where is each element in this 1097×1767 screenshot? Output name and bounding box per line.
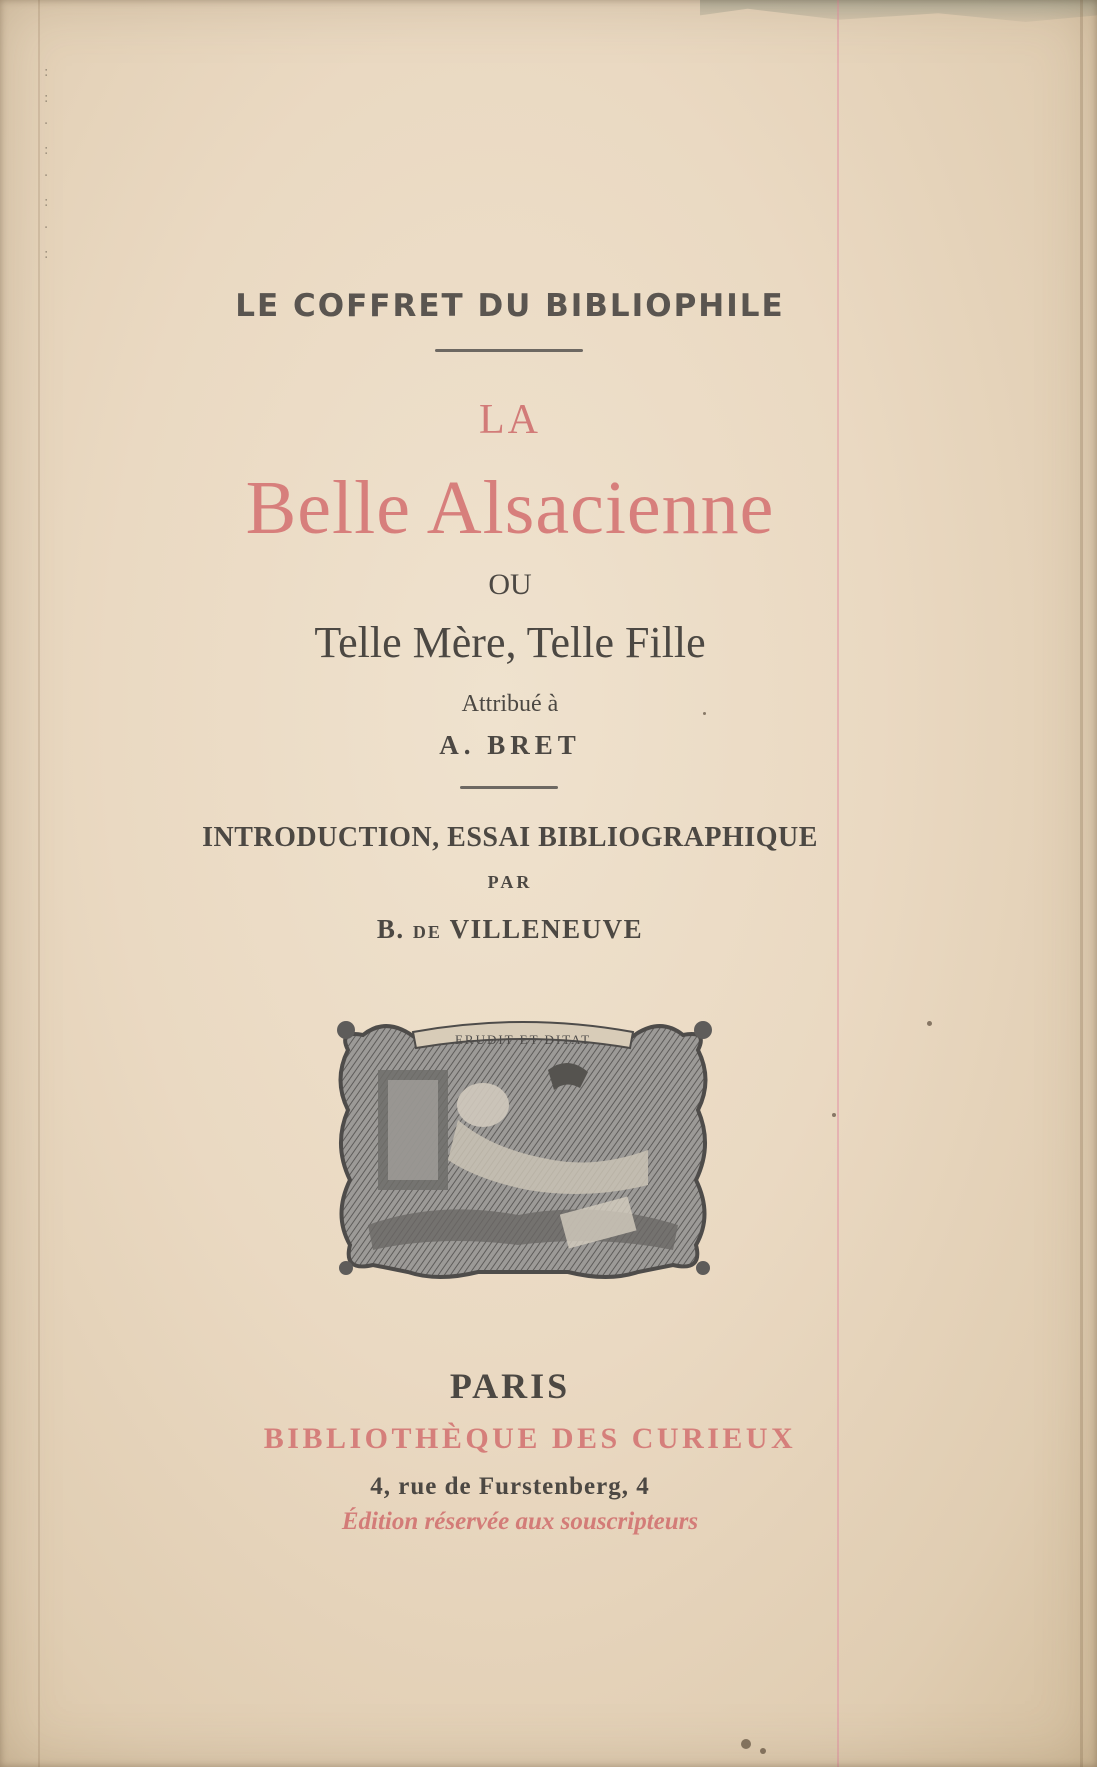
right-edge-fold — [1080, 0, 1083, 1767]
paper-fleck — [927, 1021, 932, 1026]
paper-fleck — [760, 1748, 766, 1754]
vignette-motto: ERUDIT ET DITAT — [454, 1032, 592, 1047]
book-title: Belle Alsacienne — [245, 466, 775, 550]
paper-fleck — [741, 1739, 751, 1749]
par-label: PAR — [487, 872, 533, 892]
publication-city: PARIS — [449, 1366, 571, 1406]
printer-device-icon — [318, 1010, 728, 1285]
paper-fleck — [703, 712, 706, 715]
publisher-address: 4, rue de Furstenberg, 4 — [370, 1473, 650, 1500]
editor-name — [0, 914, 1020, 945]
paper-fleck — [832, 1113, 836, 1117]
faint-marks: : : · : · : · : — [44, 65, 49, 262]
editor-surname: VILLENEUVE — [449, 914, 644, 944]
series-title: LE COFFRET DU BIBLIOPHILE — [235, 288, 785, 324]
introduction-line: INTRODUCTION, ESSAI BIBLIOGRAPHIQUE — [202, 822, 818, 853]
editor-initial: B. — [376, 914, 405, 944]
book-subtitle: Telle Mère, Telle Fille — [314, 618, 706, 667]
edition-note: Édition réservée aux souscripteurs — [341, 1508, 699, 1535]
torn-top-edge — [700, 0, 1097, 22]
title-conjunction: OU — [488, 568, 532, 601]
title-article: LA — [479, 397, 541, 443]
author-name: A. BRET — [439, 730, 581, 760]
editor-particle: DE — [412, 922, 442, 942]
publisher-name: BIBLIOTHÈQUE DES CURIEUX — [263, 1422, 797, 1455]
attribution-label: Attribué à — [461, 691, 559, 717]
divider-rule — [435, 349, 583, 352]
divider-rule — [460, 786, 558, 789]
